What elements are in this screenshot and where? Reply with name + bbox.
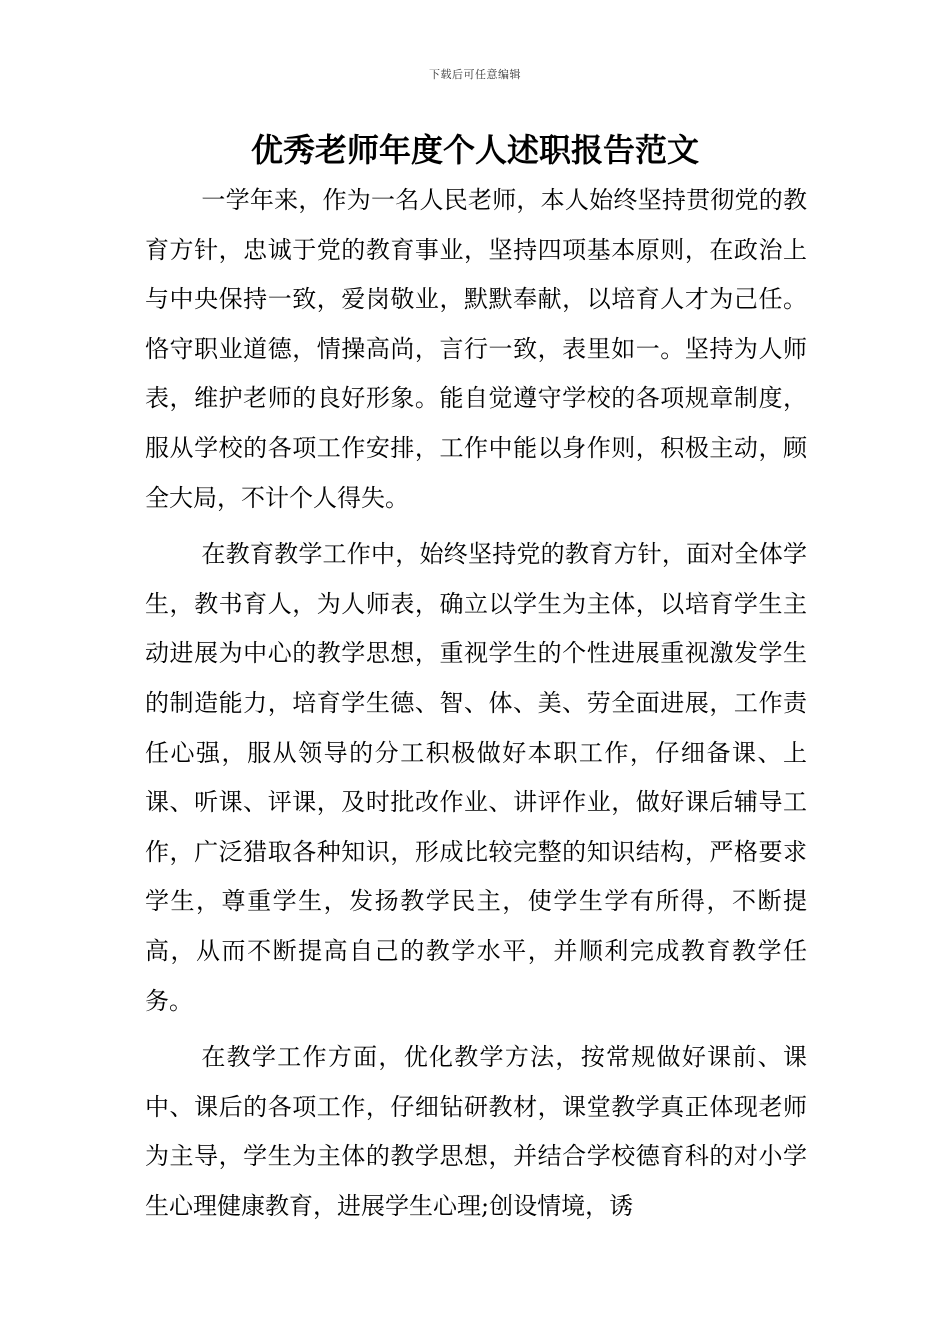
- paragraph-3: 在教学工作方面，优化教学方法，按常规做好课前、课中、课后的各项工作，仔细钻研教材，课堂教学真正体现老师为主导，学生为主体的教学思想，并结合学校德育科的对小学生心理健康教育，进展学生心理;创设情境，诱: [145, 1043, 807, 1220]
- paragraph-1: 一学年来，作为一名人民老师，本人始终坚持贯彻党的教育方针，忠诚于党的教育事业，坚持四项基本原则，在政治上与中央保持一致，爱岗敬业，默默奉献，以培育人才为己任。恪守职业道德，情操高尚，言行一致，表里如一。坚持为人师表，维护老师的良好形象。能自觉遵守学校的各项规章制度，服从学校的各项工作安排，工作中能以身作则，积极主动，顾全大局，不计个人得失。: [145, 186, 807, 512]
- document-body: [145, 176, 807, 1238]
- header-note: 下载后可任意编辑: [429, 68, 521, 81]
- document-title: 优秀老师年度个人述职报告范文: [250, 131, 699, 169]
- paragraph-2: 在教育教学工作中，始终坚持党的教育方针，面对全体学生，教书育人，为人师表，确立以学生为主体，以培育学生主动进展为中心的教学思想，重视学生的个性进展重视激发学生的制造能力，培育学生德、智、体、美、劳全面进展，工作责任心强，服从领导的分工积极做好本职工作，仔细备课、上课、听课、评课，及时批改作业、讲评作业，做好课后辅导工作，广泛猎取各种知识，形成比较完整的知识结构，严格要求学生，尊重学生，发扬教学民主，使学生学有所得，不断提高，从而不断提高自己的教学水平，并顺利完成教育教学任务。: [145, 540, 807, 1015]
